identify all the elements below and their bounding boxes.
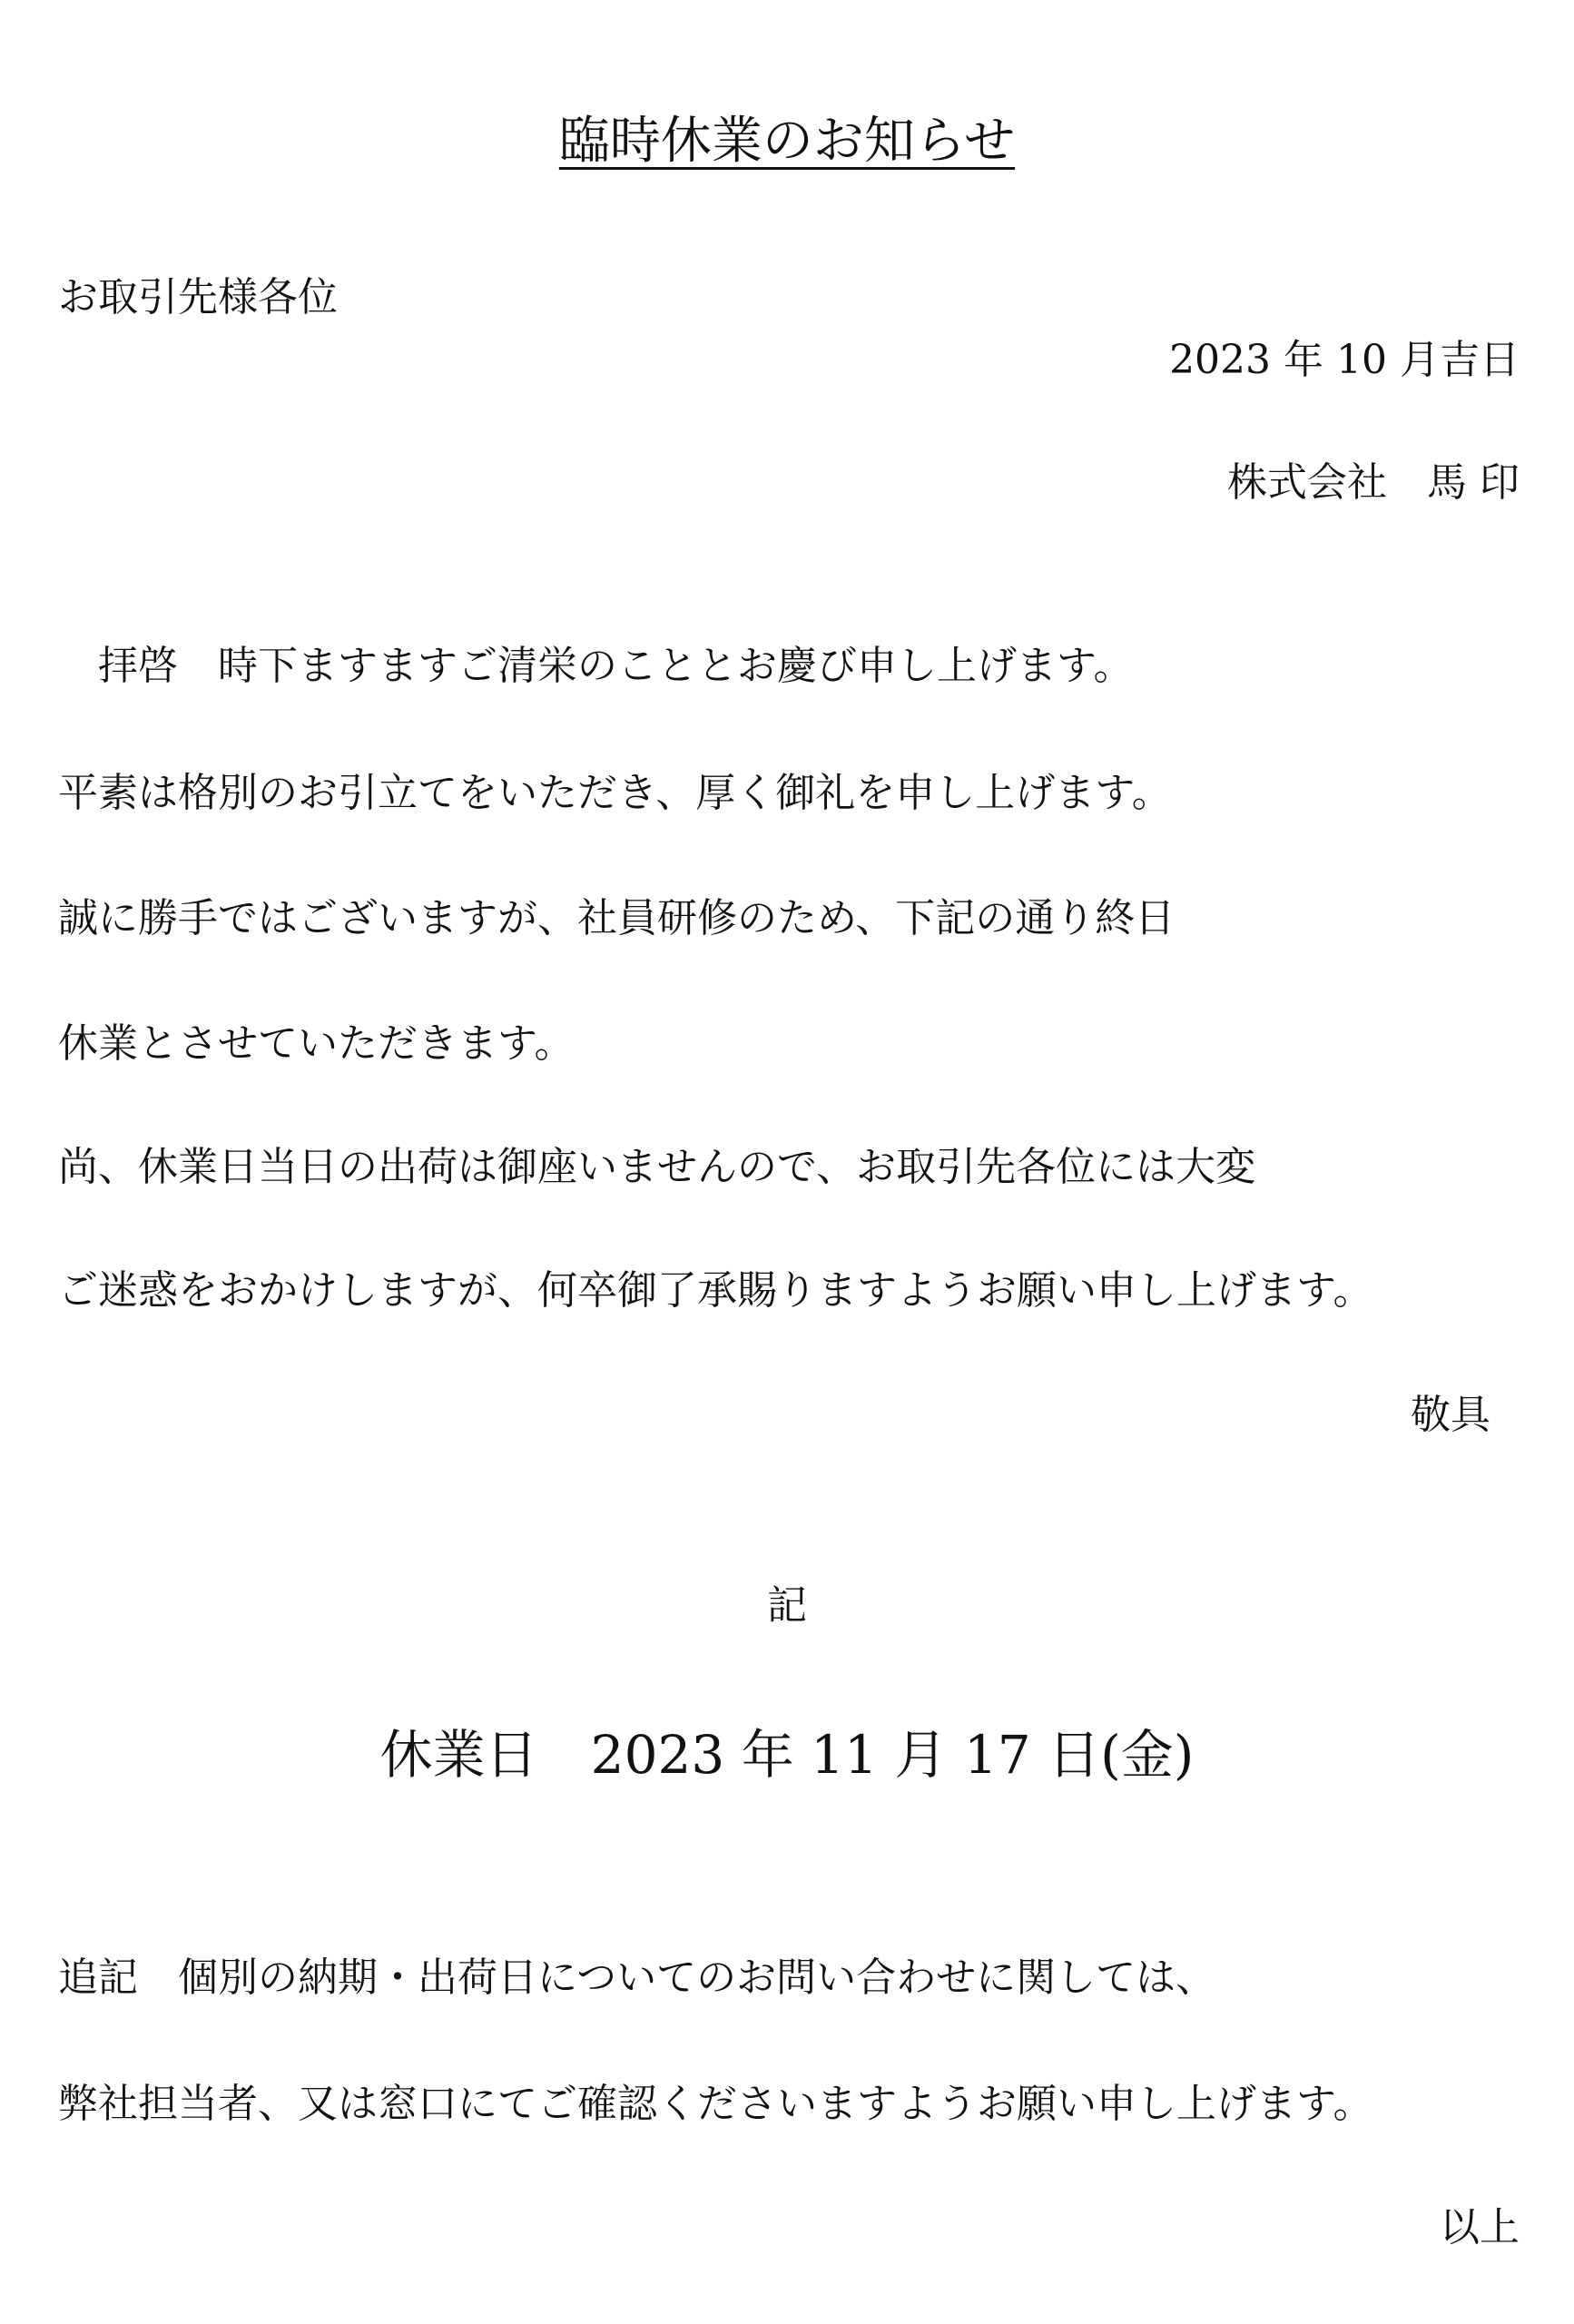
end-mark: 以上	[1440, 2204, 1520, 2250]
closing-phrase: 敬具	[1411, 1392, 1490, 1438]
holiday-date: 休業日 2023 年 11 月 17 日(金)	[379, 1724, 1195, 1786]
ki-heading: 記	[767, 1582, 807, 1629]
body-line: 休業とさせていただきます。	[58, 1020, 575, 1067]
body-line: ご迷惑をおかけしますが、何卒御了承賜りますようお願い申し上げます。	[58, 1267, 1373, 1314]
body-line: 平素は格別のお引立てをいただき、厚く御礼を申し上げます。	[58, 770, 1172, 816]
issue-date: 2023 年 10 月吉日	[1169, 337, 1520, 383]
document-title-text: 臨時休業のお知らせ	[558, 112, 1016, 171]
document-title	[0, 112, 1574, 171]
postscript-line: 弊社担当者、又は窓口にてご確認くださいますようお願い申し上げます。	[58, 2081, 1373, 2127]
postscript-line: 追記 個別の納期・出荷日についてのお問い合わせに関しては、	[58, 1955, 1216, 2001]
body-line: 尚、休業日当日の出荷は御座いませんので、お取引先各位には大変	[58, 1144, 1256, 1190]
body-line: 誠に勝手ではございますが、社員研修のため、下記の通り終日	[58, 895, 1176, 941]
company-name: 株式会社 馬 印	[1227, 459, 1520, 506]
recipient: お取引先様各位	[58, 274, 338, 320]
body-line: 拝啓 時下ますますご清栄のこととお慶び申し上げます。	[58, 643, 1134, 689]
